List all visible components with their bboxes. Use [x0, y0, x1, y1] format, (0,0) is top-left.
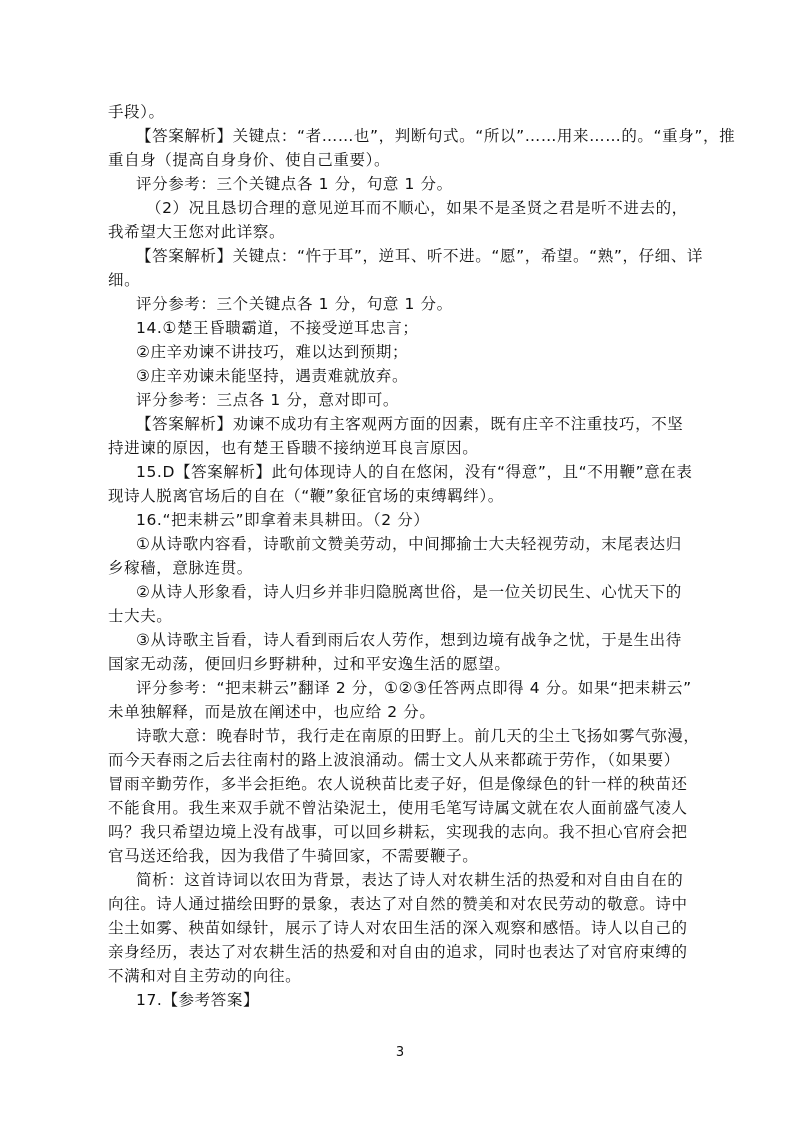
text-line: 重自身（提高自身身价、使自己重要）。	[108, 151, 391, 169]
text-line: 16.“把耒耕云”即拿着耒具耕田。（2 分）	[136, 511, 430, 529]
text-line: 简析：这首诗词以农田为背景，表达了诗人对农耕生活的热爱和对自由自在的	[136, 871, 684, 889]
text-line: 17.【参考答案】	[136, 991, 260, 1009]
text-line: 15.D【答案解析】此句体现诗人的自在悠闲，没有“得意”，且“不用鞭”意在表	[136, 463, 693, 481]
text-line: 吗？我只希望边境上没有战事，可以回乡耕耘，实现我的志向。我不担心官府会把	[108, 823, 688, 841]
text-line: 向往。诗人通过描绘田野的景象，表达了对自然的赞美和对农民劳动的敬意。诗中	[108, 895, 688, 913]
text-line: 【答案解析】关键点：“忤于耳”，逆耳、听不进。“愿”，希望。“熟”，仔细、详	[136, 247, 703, 265]
text-line: 国家无动荡，便回归乡野耕种，过和平安逸生活的愿望。	[108, 655, 511, 673]
text-line: 评分参考：三点各 1 分，意对即可。	[136, 391, 400, 409]
text-line: ②庄辛劝谏不讲技巧，难以达到预期；	[136, 343, 409, 361]
text-line: 持进谏的原因，也有楚王昏聩不接纳逆耳良言原因。	[108, 439, 479, 457]
text-line: 评分参考：三个关键点各 1 分，句意 1 分。	[136, 295, 453, 313]
text-line: 乡稼穑，意脉连贯。	[108, 559, 253, 577]
text-line: 现诗人脱离官场后的自在（“鞭”象征官场的束缚羁绊）。	[108, 487, 504, 505]
text-line: 不满和对自主劳动的向往。	[108, 967, 302, 985]
text-line: 亲身经历，表达了对农耕生活的热爱和对自由的追求，同时也表达了对官府束缚的	[108, 943, 688, 961]
text-line: 【答案解析】关键点：“者……也”，判断句式。“所以”……用来……的。“重身”，推	[136, 127, 736, 145]
page-number: 3	[395, 1045, 405, 1060]
text-line: （2）况且恳切合理的意见逆耳而不顺心，如果不是圣贤之君是听不进去的，	[146, 199, 688, 217]
text-line: 而今天春雨之后去往南村的路上波浪涌动。儒士文人从来都疏于劳作，（如果要）	[108, 751, 680, 769]
text-line: ③庄辛劝谏未能坚持，遇责难就放弃。	[136, 367, 409, 385]
text-line: 【答案解析】劝谏不成功有主客观两方面的因素，既有庄辛不注重技巧，不坚	[136, 415, 684, 433]
text-line: 冒雨辛勤劳作，多半会拒绝。农人说秧苗比麦子好，但是像绿色的针一样的秧苗还	[108, 775, 688, 793]
text-line: 细。	[108, 271, 141, 289]
text-line: 不能食用。我生来双手就不曾沾染泥土，使用毛笔写诗属文就在农人面前盛气凌人	[108, 799, 688, 817]
text-line: ①从诗歌内容看，诗歌前文赞美劳动，中间揶揄士大夫轻视劳动，末尾表达归	[136, 535, 682, 553]
text-line: 诗歌大意：晚春时节，我行走在南原的田野上。前几天的尘土飞扬如雾气弥漫，	[136, 727, 700, 745]
text-line: 士大夫。	[108, 607, 173, 625]
text-line: 我希望大王您对此详察。	[108, 223, 286, 241]
text-line: ②从诗人形象看，诗人归乡并非归隐脱离世俗，是一位关切民生、心忧天下的	[136, 583, 682, 601]
text-line: 评分参考：三个关键点各 1 分，句意 1 分。	[136, 175, 453, 193]
text-line: 官马送还给我，因为我借了牛骑回家，不需要鞭子。	[108, 847, 479, 865]
text-line: 14.①楚王昏聩霸道，不接受逆耳忠言；	[136, 319, 419, 337]
text-line: 手段）。	[108, 103, 165, 121]
text-line: 尘土如雾、秧苗如绿针，展示了诗人对农田生活的深入观察和感悟。诗人以自己的	[108, 919, 688, 937]
text-line: ③从诗歌主旨看，诗人看到雨后农人劳作，想到边境有战争之忧，于是生出待	[136, 631, 682, 649]
text-line: 未单独解释，而是放在阐述中，也应给 2 分。	[108, 703, 436, 721]
text-line: 评分参考：“把耒耕云”翻译 2 分，①②③任答两点即得 4 分。如果“把耒耕云”	[136, 679, 692, 697]
